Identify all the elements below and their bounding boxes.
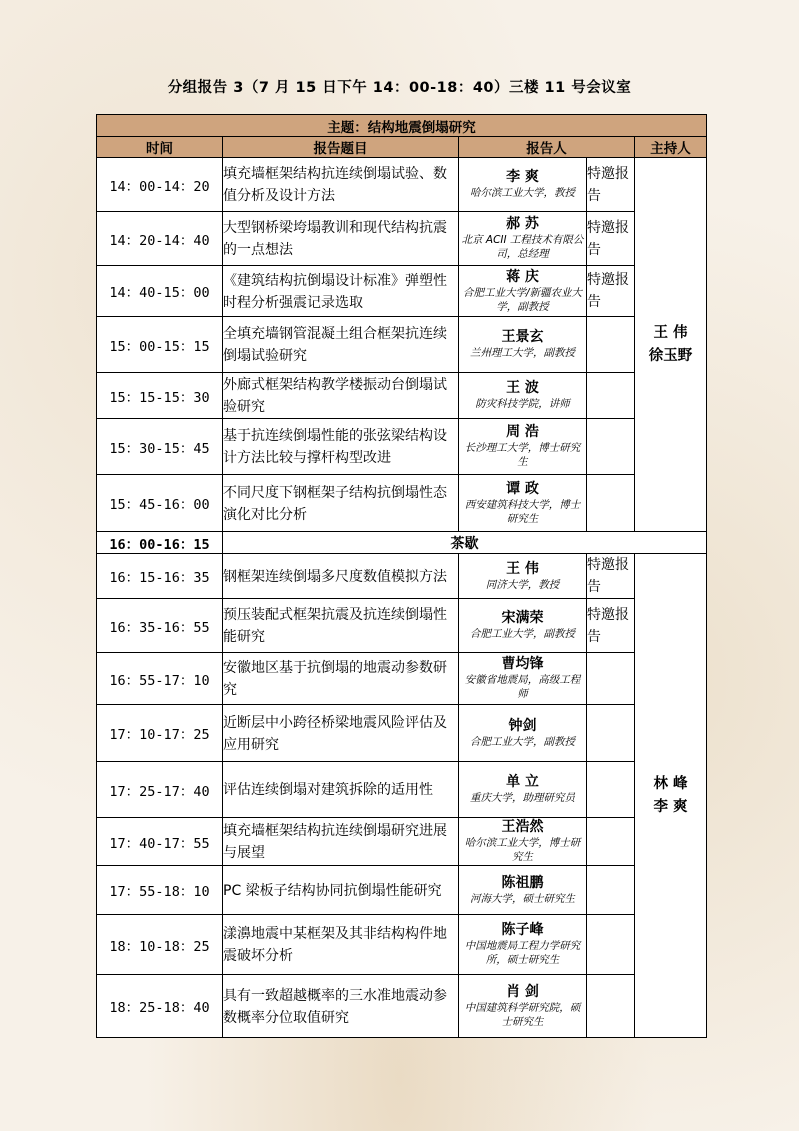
row-time: 17：55-18：10 (97, 866, 223, 915)
theme-row (97, 115, 707, 137)
header-topic: 报告题目 (223, 137, 459, 158)
row-speaker (459, 653, 587, 705)
row-topic-text: 漾濞地震中某框架及其非结构构件地震破坏分析 (223, 926, 447, 964)
speaker-name: 肖 剑 (506, 983, 539, 1000)
row-speaker (459, 599, 587, 653)
page-title: 分组报告 3（7 月 15 日下午 14：00-18：40）三楼 11 号会议室 (167, 80, 632, 96)
schedule-row (97, 266, 707, 317)
row-topic-text: 评估连续倒塌对建筑拆除的适用性 (223, 782, 433, 798)
speaker-name: 单 立 (506, 774, 539, 790)
row-topic (223, 653, 459, 705)
row-time: 15：30-15：45 (97, 419, 223, 475)
speaker-affiliation: 同济大学，教授 (485, 578, 560, 591)
row-topic (223, 762, 459, 818)
row-topic (223, 475, 459, 532)
row-tag (587, 653, 635, 705)
row-topic-text: 填充墙框架结构抗连续倒塌研究进展与展望 (223, 823, 447, 861)
row-time: 16：35-16：55 (97, 599, 223, 653)
row-speaker (459, 158, 587, 212)
row-topic-text: 全填充墙钢管混凝土组合框架抗连续倒塌试验研究 (223, 326, 447, 364)
schedule-row (97, 975, 707, 1038)
row-tag: 特邀报告 (587, 266, 635, 317)
row-speaker (459, 762, 587, 818)
row-time: 14：00-14：20 (97, 158, 223, 212)
header-row (97, 137, 707, 158)
row-tag: 特邀报告 (587, 212, 635, 266)
row-topic-text: 基于抗连续倒塌性能的张弦梁结构设计方法比较与撑杆构型改进 (223, 428, 447, 466)
schedule-row (97, 915, 707, 975)
host-cell (635, 158, 707, 532)
schedule-row (97, 599, 707, 653)
row-topic-text: 外廊式框架结构教学楼振动台倒塌试验研究 (223, 377, 447, 415)
row-time: 18：25-18：40 (97, 975, 223, 1038)
host-name: 王 伟 (653, 324, 688, 341)
row-speaker (459, 554, 587, 599)
speaker-name: 蒋 庆 (506, 268, 539, 285)
row-topic (223, 818, 459, 866)
schedule-row (97, 419, 707, 475)
speaker-name: 李 爽 (506, 169, 539, 185)
schedule-row (97, 158, 707, 212)
row-tag: 特邀报告 (587, 158, 635, 212)
row-time: 15：00-15：15 (97, 317, 223, 373)
schedule-row (97, 705, 707, 762)
row-time: 18：10-18：25 (97, 915, 223, 975)
host-name: 李 爽 (653, 798, 688, 815)
speaker-name: 钟剑 (508, 717, 537, 734)
row-speaker (459, 266, 587, 317)
speaker-affiliation: 合肥工业大学，副教授 (470, 735, 575, 748)
speaker-affiliation: 哈尔滨工业大学，博士研究生 (464, 837, 581, 863)
break-time: 16：00-16：15 (97, 532, 223, 554)
header-time: 时间 (97, 137, 223, 158)
schedule-row (97, 475, 707, 532)
schedule-row (97, 554, 707, 599)
speaker-affiliation: 北京 ACII 工程技术有限公司，总经理 (461, 234, 584, 260)
row-time: 15：45-16：00 (97, 475, 223, 532)
schedule-row (97, 866, 707, 915)
row-speaker (459, 818, 587, 866)
row-tag (587, 915, 635, 975)
schedule-row (97, 818, 707, 866)
speaker-affiliation: 合肥工业大学，副教授 (470, 628, 575, 640)
row-topic (223, 373, 459, 419)
header-speaker: 报告人 (459, 137, 635, 158)
host-name: 林 峰 (653, 775, 688, 792)
row-topic-text: 近断层中小跨径桥梁地震风险评估及应用研究 (223, 714, 447, 753)
speaker-affiliation: 西安建筑科技大学，博士研究生 (464, 498, 581, 525)
speaker-affiliation: 河海大学，硕士研究生 (470, 892, 575, 905)
row-tag (587, 373, 635, 419)
host-cell (635, 554, 707, 1038)
schedule-row (97, 212, 707, 266)
host-name: 徐玉野 (648, 347, 693, 364)
row-tag: 特邀报告 (587, 554, 635, 599)
schedule-row (97, 373, 707, 419)
speaker-name: 王景玄 (501, 329, 544, 345)
row-topic (223, 554, 459, 599)
header-host: 主持人 (635, 137, 707, 158)
row-time: 14：40-15：00 (97, 266, 223, 317)
row-time: 16：55-17：10 (97, 653, 223, 705)
row-speaker (459, 317, 587, 373)
speaker-name: 王 伟 (506, 560, 539, 577)
row-tag (587, 705, 635, 762)
row-speaker (459, 975, 587, 1038)
speaker-name: 曹均锋 (501, 656, 544, 672)
break-label: 茶歇 (223, 532, 707, 554)
speaker-affiliation: 长沙理工大学，博士研究生 (464, 442, 581, 468)
row-tag (587, 317, 635, 373)
speaker-name: 宋满荣 (501, 610, 544, 626)
row-speaker (459, 475, 587, 532)
row-topic-text: 《建筑结构抗倒塌设计标准》弹塑性时程分析强震记录选取 (223, 272, 447, 311)
row-topic (223, 866, 459, 915)
speaker-name: 陈祖鹏 (501, 874, 544, 891)
schedule-row (97, 653, 707, 705)
row-topic-text: 大型钢桥梁垮塌教训和现代结构抗震的一点想法 (223, 220, 447, 258)
row-topic (223, 266, 459, 317)
row-topic (223, 599, 459, 653)
row-speaker (459, 705, 587, 762)
speaker-name: 王 波 (506, 380, 539, 396)
speaker-affiliation: 兰州理工大学，副教授 (470, 347, 575, 359)
row-tag (587, 975, 635, 1038)
row-topic (223, 419, 459, 475)
row-speaker (459, 866, 587, 915)
row-topic-text: 填充墙框架结构抗连续倒塌试验、数值分析及设计方法 (223, 166, 447, 204)
row-tag: 特邀报告 (587, 599, 635, 653)
speaker-affiliation: 合肥工业大学/新疆农业大学，副教授 (462, 286, 583, 313)
row-topic-text: 不同尺度下钢框架子结构抗倒塌性态演化对比分析 (223, 484, 447, 523)
row-speaker (459, 419, 587, 475)
row-tag (587, 866, 635, 915)
speaker-name: 王浩然 (501, 819, 544, 835)
speaker-affiliation: 中国建筑科学研究院，硕士研究生 (464, 1001, 581, 1028)
row-time: 17：10-17：25 (97, 705, 223, 762)
row-topic-text: 安徽地区基于抗倒塌的地震动参数研究 (223, 660, 447, 698)
row-topic (223, 317, 459, 373)
row-speaker (459, 373, 587, 419)
break-row (97, 532, 707, 554)
schedule-table (96, 114, 707, 1038)
row-time: 16：15-16：35 (97, 554, 223, 599)
speaker-name: 郝 苏 (506, 216, 539, 232)
speaker-name: 陈子峰 (501, 922, 544, 938)
row-speaker (459, 915, 587, 975)
row-topic (223, 975, 459, 1038)
row-tag (587, 762, 635, 818)
speaker-affiliation: 中国地震局工程力学研究所，硕士研究生 (464, 940, 581, 966)
row-tag (587, 419, 635, 475)
speaker-name: 谭 政 (506, 480, 539, 497)
row-topic-text: 具有一致超越概率的三水准地震动参数概率分位取值研究 (223, 987, 447, 1026)
row-topic (223, 705, 459, 762)
row-tag (587, 818, 635, 866)
row-speaker (459, 212, 587, 266)
theme-title: 主题：结构地震倒塌研究 (97, 115, 707, 137)
row-time: 15：15-15：30 (97, 373, 223, 419)
row-tag (587, 475, 635, 532)
schedule-row (97, 762, 707, 818)
row-topic-text: 钢框架连续倒塌多尺度数值模拟方法 (223, 568, 447, 585)
row-topic (223, 212, 459, 266)
row-time: 17：25-17：40 (97, 762, 223, 818)
schedule-row (97, 317, 707, 373)
row-topic-text: PC 梁板子结构协同抗倒塌性能研究 (223, 882, 442, 899)
row-time: 14：20-14：40 (97, 212, 223, 266)
speaker-affiliation: 哈尔滨工业大学，教授 (470, 187, 575, 199)
speaker-affiliation: 防灾科技学院，讲师 (475, 398, 570, 410)
speaker-name: 周 浩 (506, 424, 539, 440)
row-topic (223, 158, 459, 212)
row-time: 17：40-17：55 (97, 818, 223, 866)
row-topic (223, 915, 459, 975)
speaker-affiliation: 重庆大学，助理研究员 (470, 792, 575, 804)
row-topic-text: 预压装配式框架抗震及抗连续倒塌性能研究 (223, 607, 447, 645)
speaker-affiliation: 安徽省地震局，高级工程师 (464, 674, 581, 700)
